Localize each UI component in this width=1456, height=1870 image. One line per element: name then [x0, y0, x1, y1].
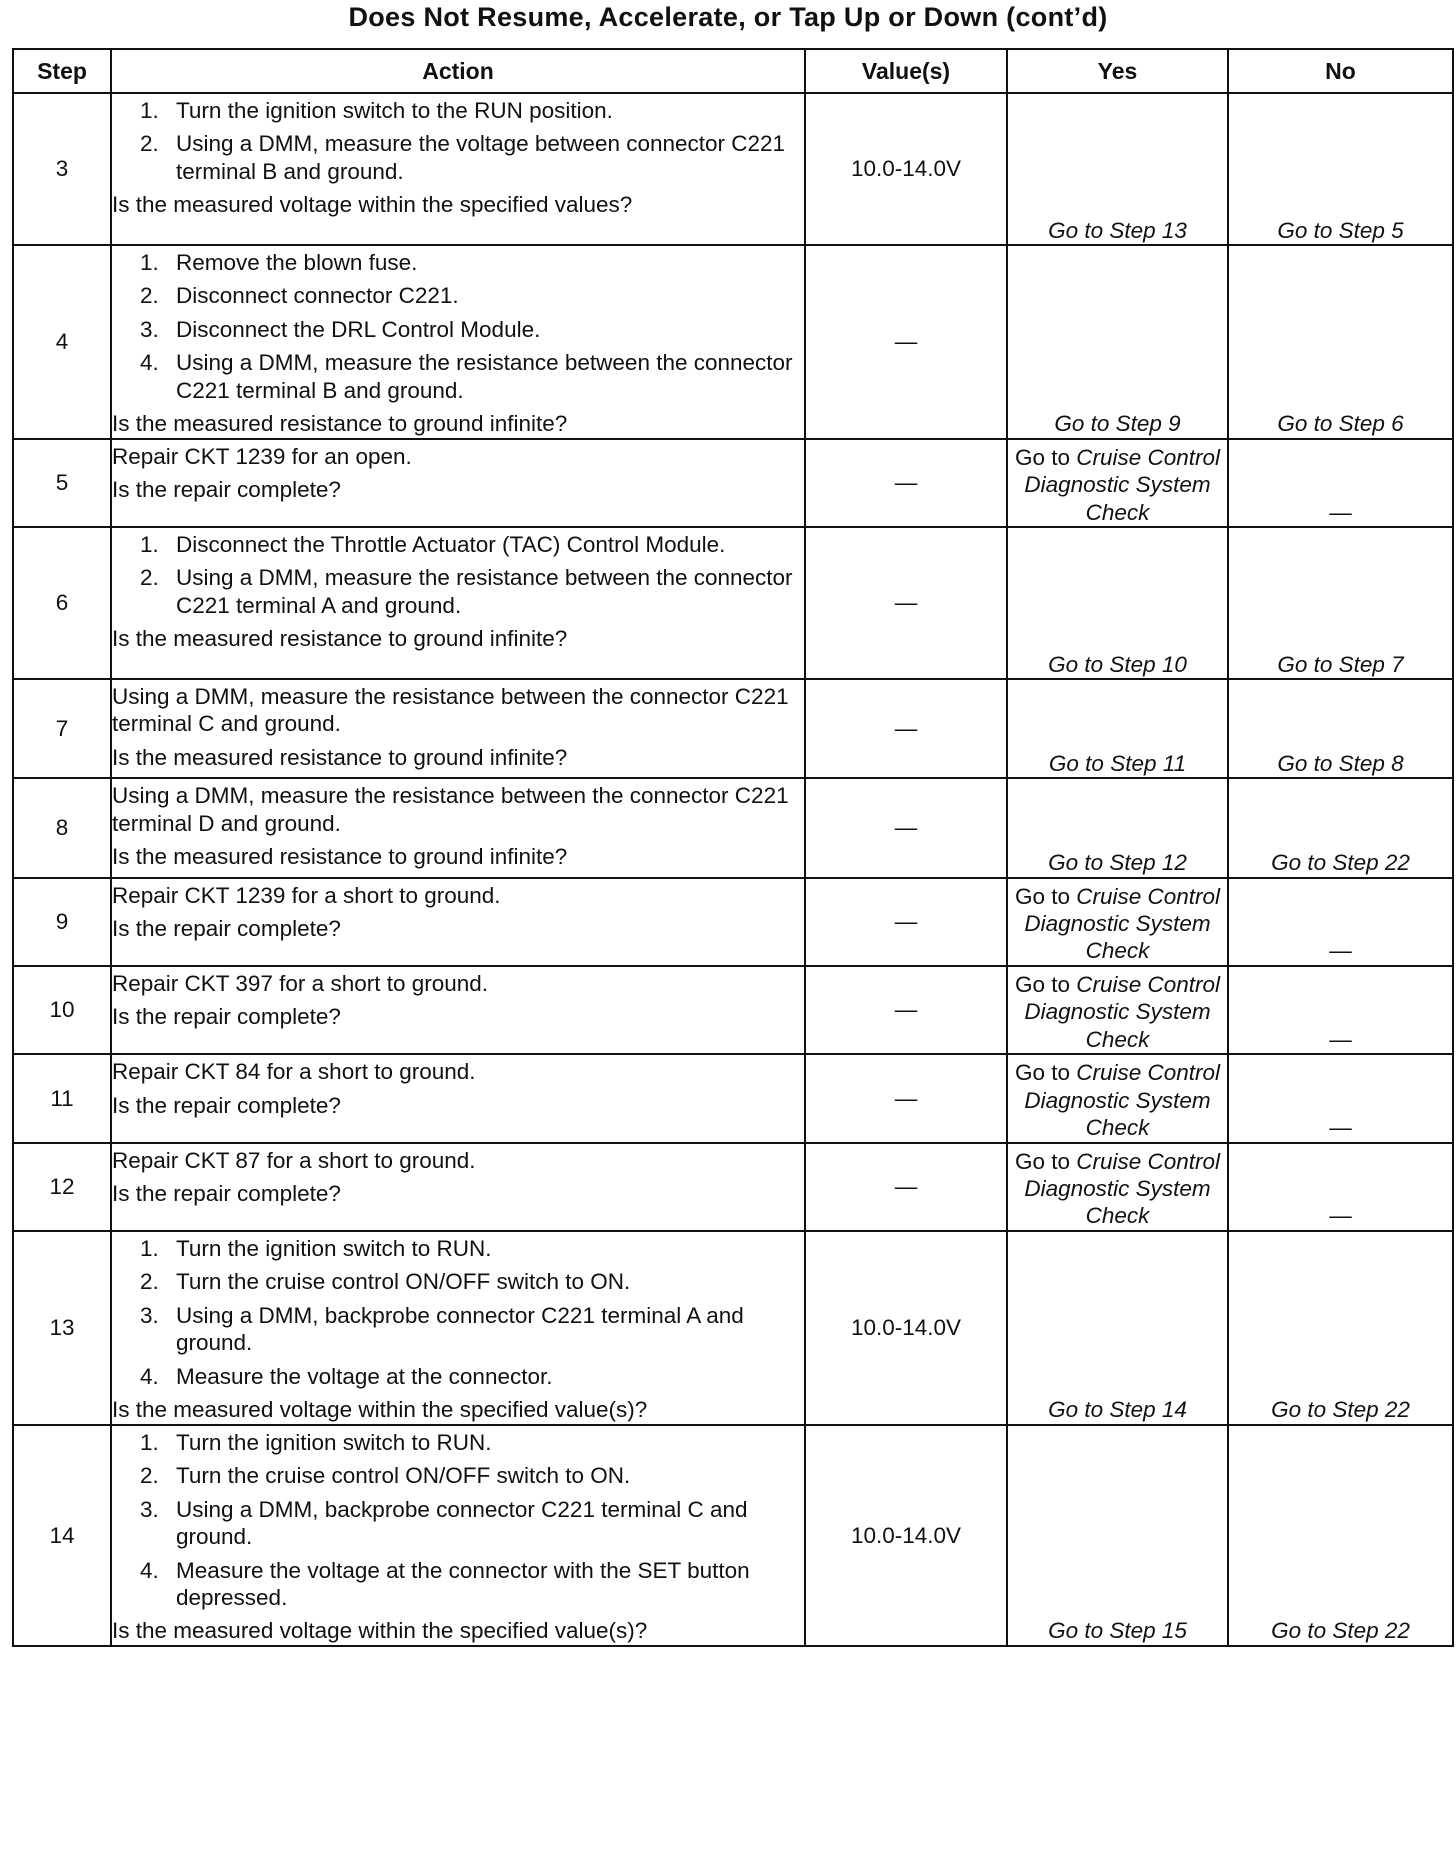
item-number: 1.: [140, 531, 159, 557]
item-text: Turn the ignition switch to RUN.: [176, 1429, 492, 1455]
yes-cell: Go to Step 12: [1007, 778, 1228, 877]
value-cell: —: [805, 1143, 1007, 1231]
table-body: [13, 93, 1453, 1646]
no-text: —: [1329, 938, 1352, 964]
item-text: Turn the ignition switch to RUN.: [176, 1235, 492, 1261]
no-text: —: [1329, 1026, 1352, 1052]
table-row: [13, 245, 1453, 439]
action-question: Is the measured resistance to ground infinite?: [112, 844, 568, 870]
table-row: [13, 878, 1453, 966]
item-text: Measure the voltage at the connector with the SET button depressed.: [176, 1557, 750, 1610]
action-step-item: [112, 1496, 804, 1551]
action-question: Is the repair complete?: [112, 1180, 341, 1206]
value-cell: —: [805, 679, 1007, 778]
yes-cell: [1007, 439, 1228, 527]
item-number: 2.: [140, 131, 159, 157]
action-cell: [111, 778, 805, 877]
action-step-item: [112, 316, 804, 343]
value-cell: —: [805, 439, 1007, 527]
action-step-item: [112, 1235, 804, 1262]
table-row: [13, 1143, 1453, 1231]
value-cell: 10.0-14.0V: [805, 1425, 1007, 1646]
step-number: 6: [13, 527, 111, 679]
item-number: 2.: [140, 565, 159, 591]
table-row: [13, 778, 1453, 877]
action-text: Repair CKT 397 for a short to ground.: [112, 970, 489, 996]
yes-cell: Go to Step 10: [1007, 527, 1228, 679]
table-row: [13, 1054, 1453, 1142]
item-text: Using a DMM, measure the resistance between the connector C221 terminal B and ground.: [176, 350, 793, 403]
header-action: Action: [111, 49, 805, 93]
step-number: 3: [13, 93, 111, 245]
item-text: Turn the cruise control ON/OFF switch to ON.: [176, 1269, 631, 1295]
header-row: [13, 49, 1453, 93]
action-cell: [111, 878, 805, 966]
no-text: Go to Step 6: [1277, 411, 1404, 437]
item-number: 3.: [140, 1496, 159, 1522]
yes-prefix: Go to: [1014, 444, 1070, 470]
no-cell: [1228, 1143, 1453, 1231]
item-text: Measure the voltage at the connector.: [176, 1363, 553, 1389]
action-question: Is the measured voltage within the specified value(s)?: [112, 1618, 648, 1644]
item-text: Turn the ignition switch to the RUN position.: [176, 98, 613, 123]
value-cell: 10.0-14.0V: [805, 93, 1007, 245]
yes-cell: Go to Step 9: [1007, 245, 1228, 439]
action-step-item: [112, 1363, 804, 1390]
action-text: Repair CKT 1239 for a short to ground.: [112, 882, 501, 908]
yes-cell: [1007, 1054, 1228, 1142]
no-cell: [1228, 93, 1453, 245]
item-number: 2.: [140, 283, 159, 309]
action-step-item: [112, 282, 804, 309]
step-number: 8: [13, 778, 111, 877]
item-number: 2.: [140, 1463, 159, 1489]
action-cell: [111, 1231, 805, 1425]
step-number: 10: [13, 966, 111, 1054]
item-number: 1.: [140, 98, 159, 123]
action-step-item: [112, 1302, 804, 1357]
yes-cell: [1007, 1143, 1228, 1231]
item-number: 4.: [140, 350, 159, 376]
step-number: 14: [13, 1425, 111, 1646]
action-text: Using a DMM, measure the resistance between the connector C221 terminal C and ground.: [112, 683, 789, 737]
yes-cell: [1007, 878, 1228, 966]
no-text: Go to Step 8: [1277, 750, 1404, 776]
action-step-item: [112, 564, 804, 619]
yes-prefix: Go to: [1014, 1060, 1070, 1086]
item-number: 1.: [140, 1429, 159, 1455]
yes-prefix: Go to: [1014, 883, 1070, 909]
step-number: 13: [13, 1231, 111, 1425]
step-number: 9: [13, 878, 111, 966]
action-step-item: [112, 531, 804, 558]
item-number: 1.: [140, 250, 159, 275]
item-number: 4.: [140, 1557, 159, 1583]
action-text: Repair CKT 87 for a short to ground.: [112, 1147, 476, 1173]
item-text: Disconnect the DRL Control Module.: [176, 316, 541, 342]
diagnostic-table: [12, 48, 1454, 1647]
action-question: Is the repair complete?: [112, 477, 341, 503]
action-step-item: [112, 249, 804, 276]
yes-cell: [1007, 966, 1228, 1054]
table-row: [13, 93, 1453, 245]
item-text: Disconnect the Throttle Actuator (TAC) Control Module.: [176, 531, 726, 557]
item-text: Using a DMM, measure the resistance between the connector C221 terminal A and ground.: [176, 565, 793, 618]
page-title: Does Not Resume, Accelerate, or Tap Up or Down (cont’d): [348, 2, 1108, 32]
action-question: Is the repair complete?: [112, 1004, 341, 1030]
yes-check-reference: Cruise Control Diagnostic System Check: [1024, 971, 1221, 1052]
yes-prefix: Go to: [1014, 1148, 1070, 1174]
action-cell: [111, 679, 805, 778]
item-number: 3.: [140, 316, 159, 342]
table-row: [13, 679, 1453, 778]
step-number: 5: [13, 439, 111, 527]
action-cell: [111, 245, 805, 439]
item-text: Using a DMM, backprobe connector C221 terminal C and ground.: [176, 1496, 748, 1550]
action-question: Is the measured voltage within the specified values?: [112, 192, 633, 218]
value-cell: —: [805, 527, 1007, 679]
no-text: Go to Step 7: [1277, 651, 1404, 677]
action-question: Is the measured resistance to ground infinite?: [112, 626, 568, 652]
yes-cell: Go to Step 13: [1007, 93, 1228, 245]
no-cell: [1228, 1054, 1453, 1142]
action-step-item: [112, 1462, 804, 1489]
action-question: Is the measured voltage within the specified value(s)?: [112, 1397, 648, 1422]
action-cell: [111, 93, 805, 245]
action-step-item: [112, 1429, 804, 1456]
header-values: Value(s): [805, 49, 1007, 93]
no-text: Go to Step 22: [1271, 1397, 1410, 1423]
action-question: Is the measured resistance to ground infinite?: [112, 744, 568, 770]
value-cell: 10.0-14.0V: [805, 1231, 1007, 1425]
action-step-item: [112, 130, 804, 185]
header-yes: Yes: [1007, 49, 1228, 93]
item-number: 2.: [140, 1269, 159, 1295]
action-cell: [111, 1143, 805, 1231]
no-cell: [1228, 527, 1453, 679]
no-cell: [1228, 245, 1453, 439]
value-cell: —: [805, 1054, 1007, 1142]
item-number: 1.: [140, 1235, 159, 1261]
value-cell: —: [805, 778, 1007, 877]
header-step: Step: [13, 49, 111, 93]
table-row: [13, 527, 1453, 679]
value-cell: —: [805, 245, 1007, 439]
no-text: Go to Step 22: [1271, 850, 1410, 876]
value-cell: —: [805, 966, 1007, 1054]
yes-prefix: Go to: [1014, 971, 1070, 997]
yes-cell: Go to Step 11: [1007, 679, 1228, 778]
header-no: No: [1228, 49, 1453, 93]
action-step-item: [112, 1268, 804, 1295]
action-question: Is the repair complete?: [112, 916, 341, 941]
yes-check-reference: Cruise Control Diagnostic System Check: [1024, 444, 1221, 525]
no-cell: [1228, 679, 1453, 778]
no-cell: [1228, 1425, 1453, 1646]
table-row: [13, 439, 1453, 527]
yes-cell: Go to Step 15: [1007, 1425, 1228, 1646]
item-text: Using a DMM, backprobe connector C221 terminal A and ground.: [176, 1302, 744, 1356]
step-number: 4: [13, 245, 111, 439]
action-step-item: [112, 349, 804, 404]
item-text: Disconnect connector C221.: [176, 283, 459, 309]
item-text: Turn the cruise control ON/OFF switch to ON.: [176, 1463, 631, 1489]
value-cell: —: [805, 878, 1007, 966]
no-cell: [1228, 1231, 1453, 1425]
action-text: Repair CKT 1239 for an open.: [112, 443, 412, 469]
action-cell: [111, 1425, 805, 1646]
action-cell: [111, 1054, 805, 1142]
item-number: 4.: [140, 1363, 159, 1389]
item-text: Using a DMM, measure the voltage between connector C221 terminal B and ground.: [176, 131, 786, 184]
no-text: —: [1329, 1203, 1352, 1229]
yes-check-reference: Cruise Control Diagnostic System Check: [1024, 883, 1221, 964]
table-row: [13, 1425, 1453, 1646]
action-cell: [111, 966, 805, 1054]
action-cell: [111, 527, 805, 679]
no-cell: [1228, 778, 1453, 877]
action-cell: [111, 439, 805, 527]
no-cell: [1228, 878, 1453, 966]
action-text: Repair CKT 84 for a short to ground.: [112, 1059, 476, 1085]
no-cell: [1228, 439, 1453, 527]
table-row: [13, 966, 1453, 1054]
no-text: —: [1329, 499, 1352, 525]
action-question: Is the repair complete?: [112, 1092, 341, 1118]
no-text: Go to Step 5: [1277, 217, 1404, 243]
action-text: Using a DMM, measure the resistance between the connector C221 terminal D and ground.: [112, 783, 789, 836]
item-text: Remove the blown fuse.: [176, 250, 418, 275]
step-number: 11: [13, 1054, 111, 1142]
yes-check-reference: Cruise Control Diagnostic System Check: [1024, 1060, 1221, 1141]
no-cell: [1228, 966, 1453, 1054]
no-text: Go to Step 22: [1271, 1618, 1410, 1644]
table-row: [13, 1231, 1453, 1425]
no-text: —: [1329, 1115, 1352, 1141]
yes-check-reference: Cruise Control Diagnostic System Check: [1024, 1148, 1221, 1229]
step-number: 7: [13, 679, 111, 778]
step-number: 12: [13, 1143, 111, 1231]
item-number: 3.: [140, 1302, 159, 1328]
action-step-item: [112, 1557, 804, 1612]
action-question: Is the measured resistance to ground infinite?: [112, 411, 568, 437]
yes-cell: Go to Step 14: [1007, 1231, 1228, 1425]
action-step-item: [112, 97, 804, 124]
